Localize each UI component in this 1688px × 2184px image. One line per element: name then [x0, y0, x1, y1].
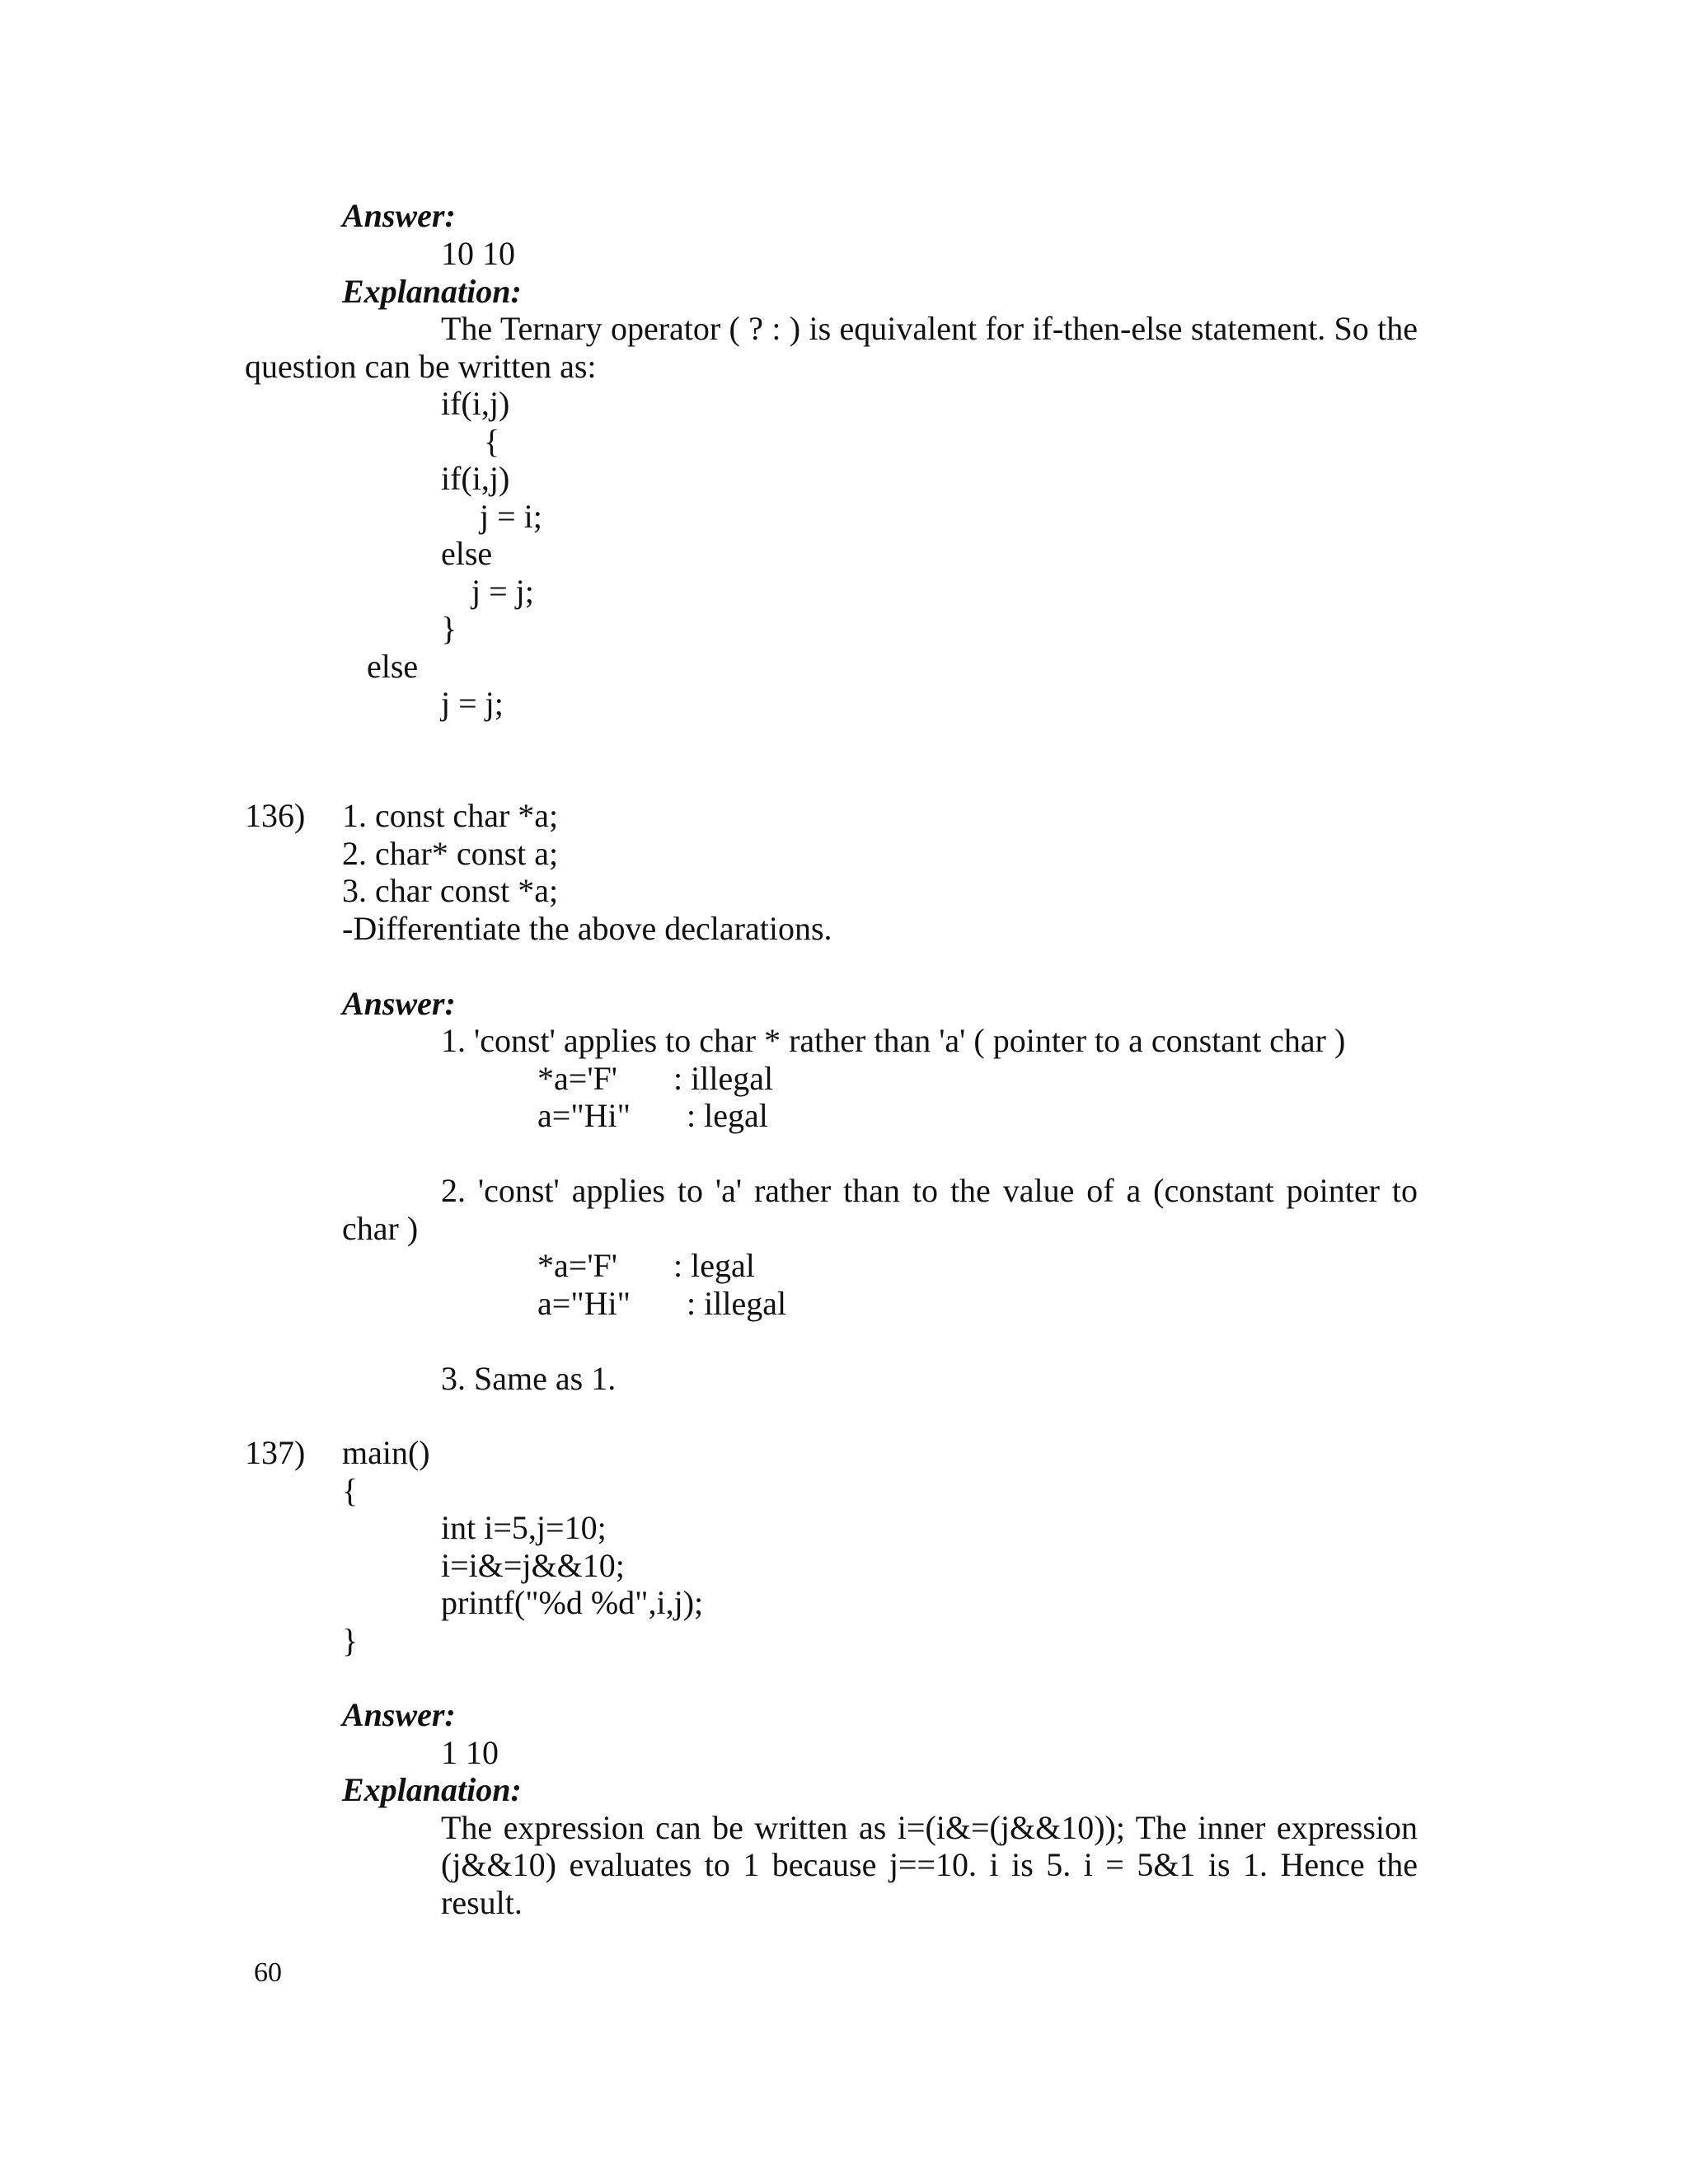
question-number: 137) [245, 1434, 306, 1471]
code-line: { [342, 1472, 359, 1509]
explanation-label: Explanation: [342, 1771, 522, 1808]
code-line: j = j; [441, 685, 504, 722]
code-line: i=i&=j&&10; [441, 1547, 625, 1584]
answer-value: 10 10 [441, 235, 515, 272]
answer-value: 1 10 [441, 1734, 499, 1771]
code-expression: a="Hi" [537, 1097, 631, 1134]
code-line: { [484, 423, 500, 460]
code-result: : legal [673, 1247, 755, 1284]
code-result: : illegal [687, 1285, 787, 1322]
code-line: } [342, 1622, 359, 1659]
code-line: if(i,j) [441, 460, 510, 497]
answer-item: 2. 'const' applies to 'a' rather than to the value of a (constant pointer to [441, 1172, 1418, 1209]
answer-label: Answer: [342, 1696, 456, 1733]
question-line: -Differentiate the above declarations. [342, 910, 832, 947]
code-line: } [441, 610, 457, 647]
code-line: int i=5,j=10; [441, 1509, 607, 1546]
code-line: main() [342, 1434, 430, 1471]
code-line: else [367, 648, 419, 685]
code-line: j = j; [471, 573, 534, 610]
explanation-text: The expression can be written as i=(i&=(j&&10)); The inner expression [441, 1809, 1418, 1846]
explanation-text: The Ternary operator ( ? : ) is equivalent for if-then-else statement. So the [441, 310, 1418, 347]
explanation-label: Explanation: [342, 273, 522, 310]
question-line: 3. char const *a; [342, 872, 559, 909]
code-result: : legal [687, 1097, 768, 1134]
answer-item: char ) [342, 1210, 419, 1247]
question-line: 1. const char *a; [342, 797, 559, 834]
page-number: 60 [254, 1957, 282, 1988]
code-expression: *a='F' [537, 1060, 617, 1097]
explanation-text: result. [441, 1884, 523, 1921]
explanation-text: (j&&10) evaluates to 1 because j==10. i is 5. i = 5&1 is 1. Hence the [441, 1846, 1418, 1883]
answer-label: Answer: [342, 985, 456, 1022]
code-line: else [441, 535, 493, 572]
question-number: 136) [245, 797, 306, 834]
answer-label: Answer: [342, 197, 456, 234]
answer-item: 1. 'const' applies to char * rather than 'a' ( pointer to a constant char ) [441, 1022, 1346, 1059]
code-line: printf("%d %d",i,j); [441, 1584, 704, 1621]
code-expression: a="Hi" [537, 1285, 631, 1322]
explanation-text: question can be written as: [245, 348, 597, 385]
code-expression: *a='F' [537, 1247, 617, 1284]
question-line: 2. char* const a; [342, 835, 559, 872]
code-result: : illegal [673, 1060, 774, 1097]
code-line: if(i,j) [441, 385, 510, 422]
code-line: j = i; [480, 498, 542, 535]
answer-item: 3. Same as 1. [441, 1360, 617, 1397]
